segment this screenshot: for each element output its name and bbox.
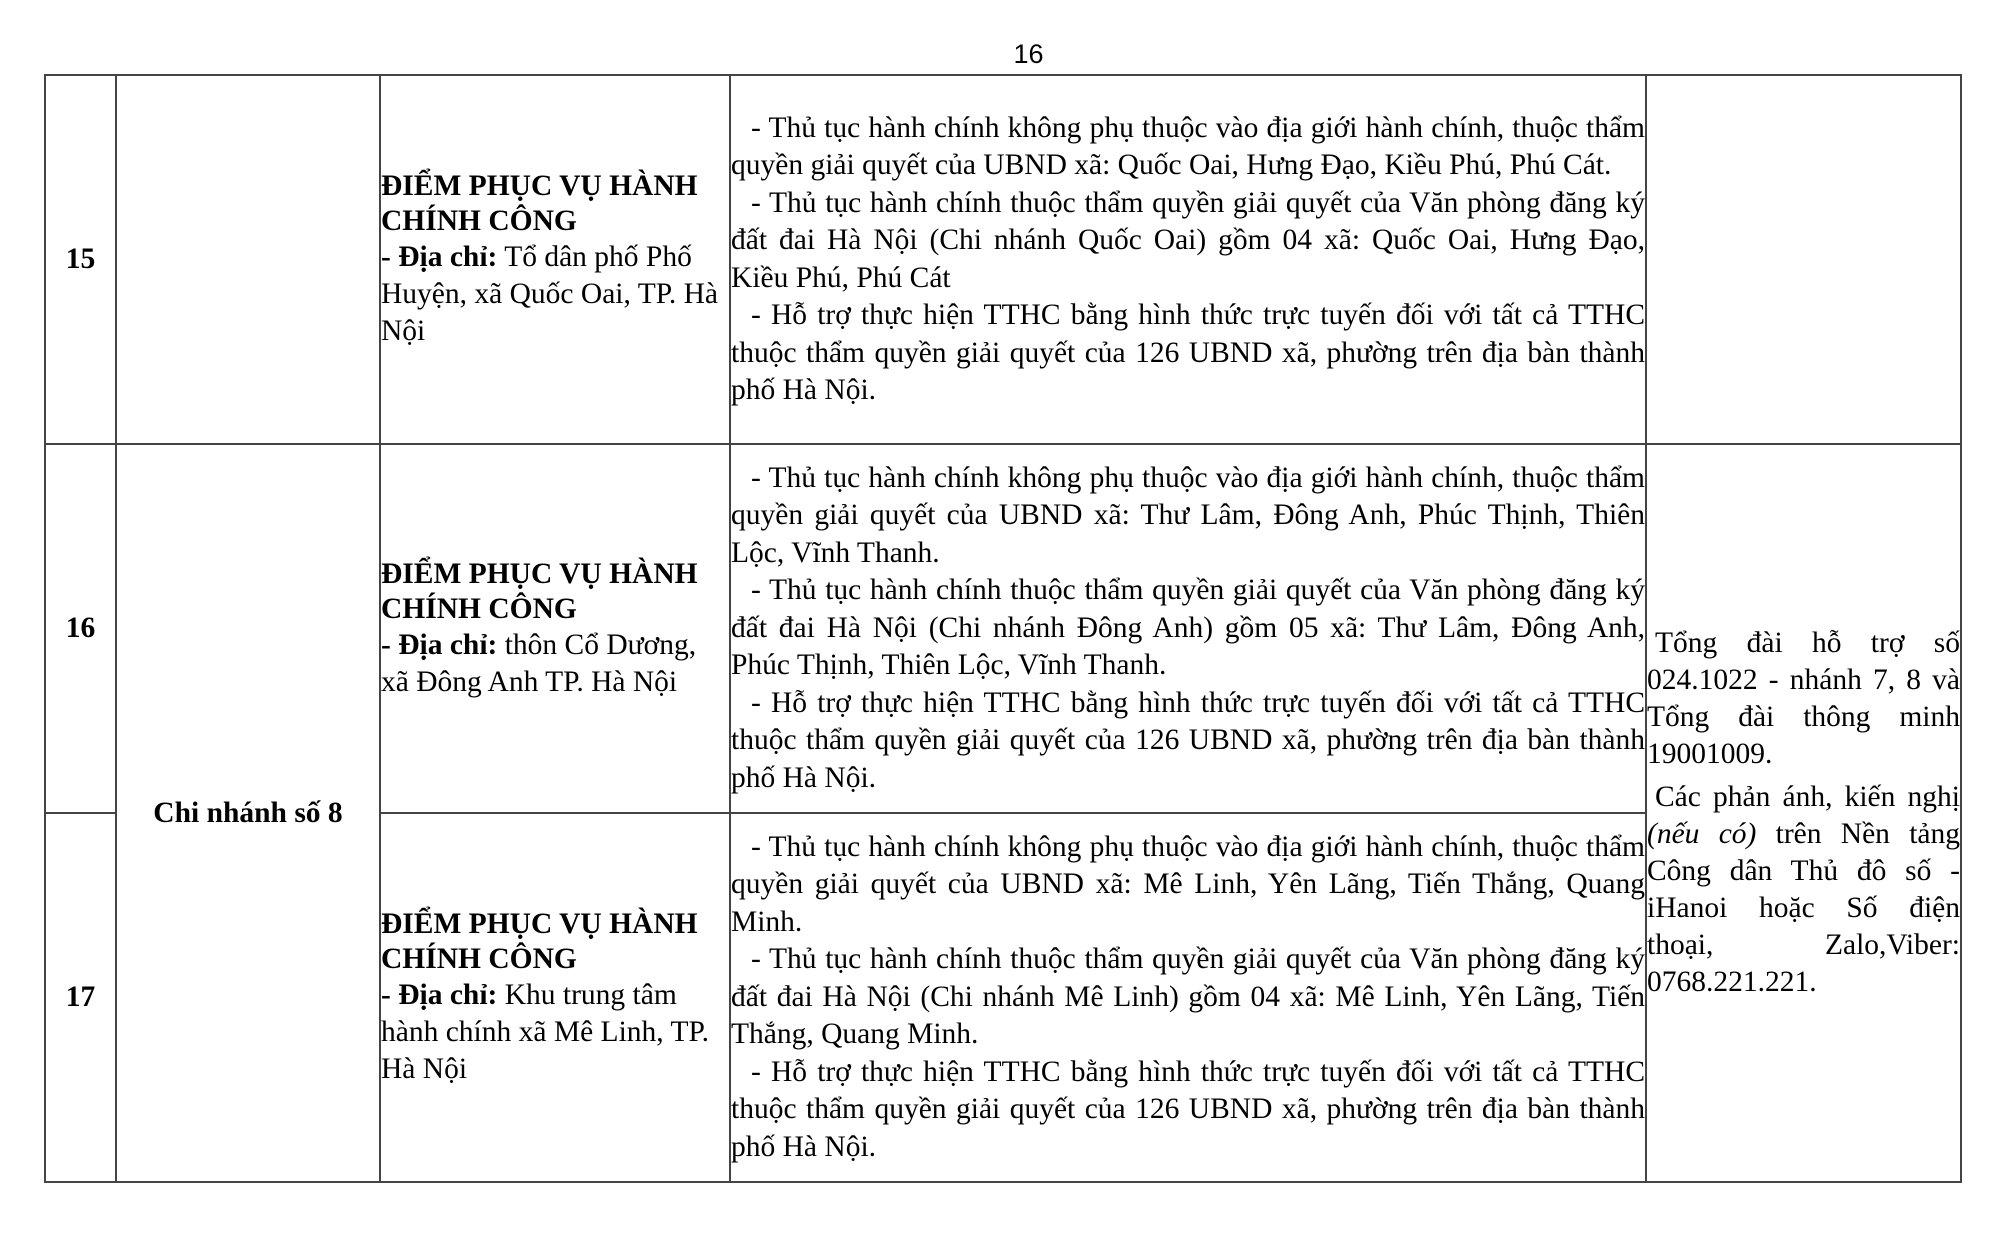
address-label: - Địa chỉ: xyxy=(381,241,498,273)
scope-item: - Hỗ trợ thực hiện TTHC bằng hình thức trực tuyến đối với tất cả TTHC thuộc thẩm quyền giải quyết của 126 UBND xã, phường trên địa bàn thành phố Hà Nội. xyxy=(731,299,1645,406)
row-number: 17 xyxy=(45,813,116,1182)
scope-item: - Hỗ trợ thực hiện TTHC bằng hình thức trực tuyến đối với tất cả TTHC thuộc thẩm quyền giải quyết của 126 UBND xã, phường trên địa bàn thành phố Hà Nội. xyxy=(731,686,1645,794)
scope-cell xyxy=(730,813,1646,1182)
service-point-address xyxy=(381,239,729,350)
feedback-text-after: trên Nền tảng Công dân Thủ đô số - iHanoi hoặc Số điện thoại, Zalo,Viber: 0768.221.221. xyxy=(1647,818,1960,998)
service-point-cell xyxy=(380,75,730,444)
scope-cell xyxy=(730,75,1646,444)
service-point-address xyxy=(381,977,729,1088)
service-point-cell xyxy=(380,444,730,813)
service-point-address xyxy=(381,627,729,701)
scope-item: - Thủ tục hành chính không phụ thuộc vào địa giới hành chính, thuộc thẩm quyền giải quyết của UBND xã: Quốc Oai, Hưng Đạo, Kiều Phú, Phú Cát. xyxy=(731,111,1645,181)
scope-item: - Hỗ trợ thực hiện TTHC bằng hình thức trực tuyến đối với tất cả TTHC thuộc thẩm quyền giải quyết của 126 UBND xã, phường trên địa bàn thành phố Hà Nội. xyxy=(731,1055,1645,1163)
address-value: Khu trung tâm hành chính xã Mê Linh, TP. Hà Nội xyxy=(381,979,710,1085)
scope-item: - Thủ tục hành chính thuộc thẩm quyền giải quyết của Văn phòng đăng ký đất đai Hà Nội (Chi nhánh Mê Linh) gồm 04 xã: Mê Linh, Yên Lãng, Tiến Thắng, Quang Minh. xyxy=(731,943,1645,1051)
branch-cell-empty xyxy=(116,75,380,444)
address-value: thôn Cổ Dương, xã Đông Anh TP. Hà Nội xyxy=(381,628,697,698)
branch-name: Chi nhánh số 8 xyxy=(116,444,380,1182)
service-point-cell xyxy=(380,813,730,1182)
support-feedback xyxy=(1647,779,1960,1001)
table-row xyxy=(45,444,1961,813)
row-number: 16 xyxy=(45,444,116,813)
address-label: - Địa chỉ: xyxy=(381,628,498,661)
scope-item: - Thủ tục hành chính thuộc thẩm quyền giải quyết của Văn phòng đăng ký đất đai Hà Nội (Chi nhánh Đông Anh) gồm 05 xã: Thư Lâm, Đông Anh, Phúc Thịnh, Thiên Lộc, Vĩnh Thanh. xyxy=(731,574,1645,682)
feedback-text-before: Các phản ánh, kiến nghị xyxy=(1655,781,1960,813)
scope-item: - Thủ tục hành chính không phụ thuộc vào địa giới hành chính, thuộc thẩm quyền giải quyết của UBND xã: Thư Lâm, Đông Anh, Phúc Thịnh, Thiên Lộc, Vĩnh Thanh. xyxy=(731,461,1645,569)
service-point-title: ĐIỂM PHỤC VỤ HÀNH CHÍNH CÔNG xyxy=(381,557,698,625)
service-point-title: ĐIỂM PHỤC VỤ HÀNH CHÍNH CÔNG xyxy=(381,908,698,975)
address-label: - Địa chỉ: xyxy=(381,979,498,1011)
address-value: Tổ dân phố Phố Huyện, xã Quốc Oai, TP. Hà Nội xyxy=(381,241,719,347)
feedback-text-italic: (nếu có) xyxy=(1647,818,1757,850)
support-contact-cell xyxy=(1646,444,1961,1182)
table-row xyxy=(45,75,1961,444)
service-points-table xyxy=(44,74,1962,1183)
support-cell-empty xyxy=(1646,75,1961,444)
row-number: 15 xyxy=(45,75,116,444)
page-number: 16 xyxy=(1013,39,1044,69)
support-hotline: Tổng đài hỗ trợ số 024.1022 - nhánh 7, 8 và Tổng đài thông minh 19001009. xyxy=(1647,627,1960,770)
service-point-title: ĐIỂM PHỤC VỤ HÀNH CHÍNH CÔNG xyxy=(381,170,698,237)
scope-item: - Thủ tục hành chính thuộc thẩm quyền giải quyết của Văn phòng đăng ký đất đai Hà Nội (Chi nhánh Quốc Oai) gồm 04 xã: Quốc Oai, Hưng Đạo, Kiều Phú, Phú Cát xyxy=(731,186,1645,294)
scope-item: - Thủ tục hành chính không phụ thuộc vào địa giới hành chính, thuộc thẩm quyền giải quyết của UBND xã: Mê Linh, Yên Lãng, Tiến Thắng, Quang Minh. xyxy=(731,830,1645,938)
scope-cell xyxy=(730,444,1646,813)
